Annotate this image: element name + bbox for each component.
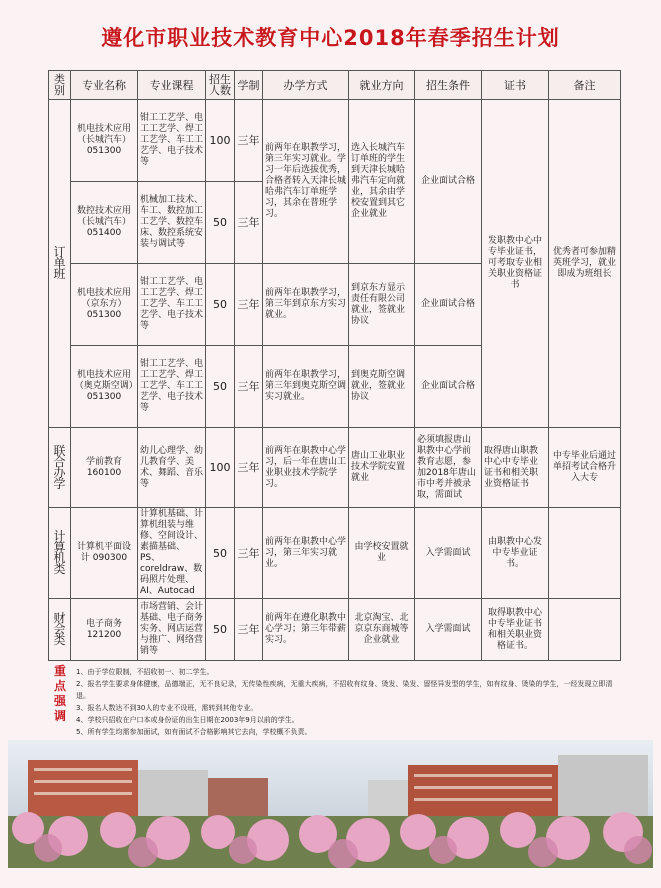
remark-cell [549, 508, 621, 599]
header-years: 学制 [235, 71, 263, 100]
header-courses: 专业课程 [138, 71, 206, 100]
mode-cell: 前两年在职教学习，第三年到京东方实习就业。 [263, 264, 349, 346]
certificate-cell: 取得唐山职教中心中专毕业证书和相关职业资格证书 [482, 428, 549, 508]
header-certificate: 证书 [482, 71, 549, 100]
major-cell: 机电技术应用（京东方）051300 [71, 264, 138, 346]
enroll-cell: 50 [206, 599, 235, 661]
note-item: 4、学校只招收在户口本或身份证的出生日期在2003年9月以前的学生。 [76, 716, 299, 724]
major-cell: 计算机平面设计 090300 [71, 508, 138, 599]
note-item: 3、报名人数达不到30人的专业不设班，需转到其他专业。 [76, 704, 258, 712]
conditions-cell: 企业面试合格 [415, 346, 482, 428]
years-cell: 三年 [235, 264, 263, 346]
poster-title: 遵化市职业技术教育中心2018年春季招生计划 [101, 26, 560, 50]
employment-cell: 由学校安置就业 [349, 508, 415, 599]
notes-tag: 重点强调 [54, 664, 67, 723]
enroll-cell: 50 [206, 508, 235, 599]
remark-cell [549, 599, 621, 661]
header-enroll: 招生人数 [206, 71, 235, 100]
order-remark-cell: 优秀者可参加精英班学习，就业即成为班组长 [549, 100, 621, 428]
order-certificate-cell: 发职教中心中专毕业证书，可考取专业相关职业资格证书 [482, 100, 549, 428]
header-conditions: 招生条件 [415, 71, 482, 100]
table-row [49, 508, 621, 599]
years-cell: 三年 [235, 428, 263, 508]
key-notes [48, 662, 620, 736]
enroll-cell: 100 [206, 428, 235, 508]
enrollment-plan-table [48, 70, 621, 661]
note-item: 5、所有学生均需参加面试，如有面试不合格影响其它去向，学校概不负责。 [76, 728, 312, 736]
notes-list [76, 666, 616, 738]
note-item: 2、报名学生要求身体健康，品德端正，无不良记录，无传染性疾病，无重大疾病，不招收有纹身、烫发、染发、留怪异发型的学生，如有纹身、烫染的学生，一经发现立即清退。 [76, 680, 613, 700]
campus-photo [8, 740, 653, 868]
enroll-cell: 50 [206, 182, 235, 264]
enroll-cell: 50 [206, 346, 235, 428]
note-item: 1、由于学位限制，不招收初一、初二学生。 [76, 668, 214, 676]
enroll-cell: 100 [206, 100, 235, 182]
header-mode: 办学方式 [263, 71, 349, 100]
years-cell: 三年 [235, 182, 263, 264]
mode-cell: 前两年在遵化职教中心学习；第三年带薪实习。 [263, 599, 349, 661]
years-cell: 三年 [235, 100, 263, 182]
courses-cell: 市场营销、会计基础、电子商务实务、网店运营与推广、网络营销等 [138, 599, 206, 661]
years-cell: 三年 [235, 599, 263, 661]
years-cell: 三年 [235, 346, 263, 428]
major-cell: 学前教育 160100 [71, 428, 138, 508]
courses-cell: 钳工工艺学、电工工艺学、焊工工艺学、车工工艺学、电子技术等 [138, 100, 206, 182]
courses-cell: 机械加工技术、车工、数控加工工艺学、数控车床、数控系统安装与调试等 [138, 182, 206, 264]
employment-cell: 选入长城汽车订单班的学生到天津长城哈弗汽车定向就业，其余由学校安置到其它企业就业 [349, 100, 415, 264]
conditions-cell: 企业面试合格 [415, 100, 482, 264]
employment-cell: 到奥克斯空调就业，签就业协议 [349, 346, 415, 428]
mode-cell: 前两年在职教中心学习，第三年实习就业。 [263, 508, 349, 599]
remark-cell: 中专毕业后通过单招考试合格升入大专 [549, 428, 621, 508]
category-joint: 联合办学 [49, 428, 71, 508]
years-cell: 三年 [235, 508, 263, 599]
employment-cell: 到京东方显示责任有限公司就业，签就业协议 [349, 264, 415, 346]
category-finance: 财会类 [49, 599, 71, 661]
certificate-cell: 由职教中心发中专毕业证书。 [482, 508, 549, 599]
enroll-cell: 50 [206, 264, 235, 346]
mode-cell: 前两年在职教学习，第三年实习就业。学习一年后选拔优秀，合格者转入天津长城哈弗汽车订单班学习，其余在普班学习。 [263, 100, 349, 264]
header-major: 专业名称 [71, 71, 138, 100]
major-cell: 机电技术应用（长城汽车）051300 [71, 100, 138, 182]
conditions-cell: 入学需面试 [415, 599, 482, 661]
major-cell: 电子商务 121200 [71, 599, 138, 661]
major-cell: 机电技术应用（奥克斯空调）051300 [71, 346, 138, 428]
employment-cell: 北京淘宝、北京京东商城等企业就业 [349, 599, 415, 661]
header-employment: 就业方向 [349, 71, 415, 100]
certificate-cell: 取得职教中心中专毕业证书和相关职业资格证书。 [482, 599, 549, 661]
mode-cell: 前两年在职教学习，第三年到奥克斯空调实习就业。 [263, 346, 349, 428]
employment-cell: 唐山工业职业技术学院安置就业 [349, 428, 415, 508]
table-row [49, 428, 621, 508]
courses-cell: 钳工工艺学、电工工艺学、焊工工艺学、车工工艺学、电子技术等 [138, 264, 206, 346]
category-order: 订单班 [49, 100, 71, 428]
courses-cell: 钳工工艺学、电工工艺学、焊工工艺学、车工工艺学、电子技术等 [138, 346, 206, 428]
conditions-cell: 必须填报唐山职教中心学前教育志愿，参加2018年唐山市中考并被录取，需面试 [415, 428, 482, 508]
major-cell: 数控技术应用（长城汽车）051400 [71, 182, 138, 264]
mode-cell: 前两年在职教中心学习，后一年在唐山工业职业技术学院学习。 [263, 428, 349, 508]
table-row [49, 599, 621, 661]
table-row [49, 100, 621, 182]
courses-cell: 幼儿心理学、幼儿教育学、美术、舞蹈、音乐等 [138, 428, 206, 508]
category-computer: 计算机类 [49, 508, 71, 599]
conditions-cell: 入学需面试 [415, 508, 482, 599]
courses-cell: 计算机基础、计算机组装与维修、空间设计、素描基础、PS、coreldraw、数码照片处理、AI、Autocad [138, 508, 206, 599]
header-category: 类别 [49, 71, 71, 100]
header-remarks: 备注 [549, 71, 621, 100]
conditions-cell: 企业面试合格 [415, 264, 482, 346]
table-header-row [49, 71, 621, 100]
